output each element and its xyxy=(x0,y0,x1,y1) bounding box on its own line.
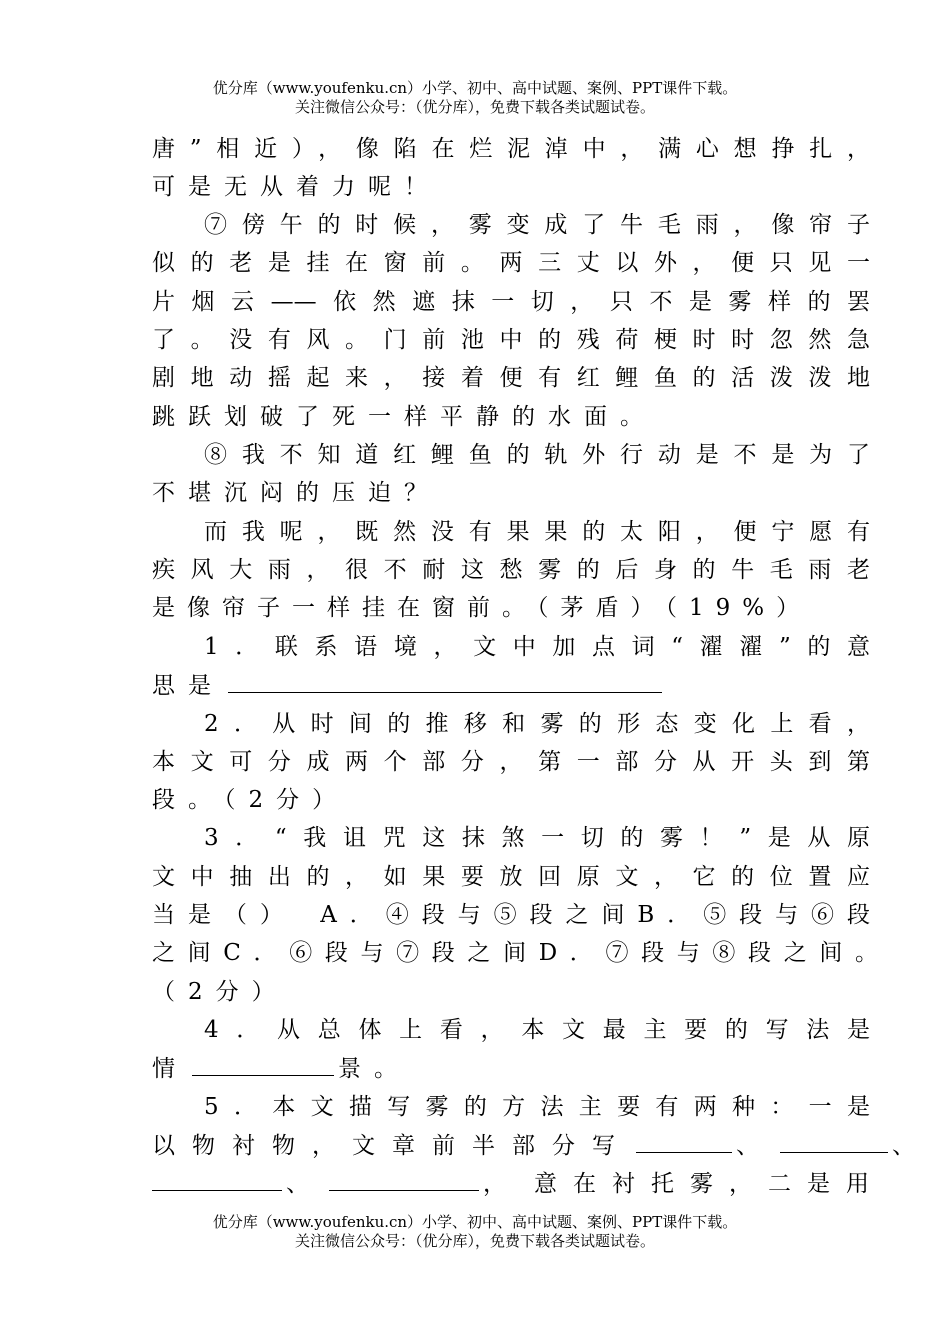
question-5-prefix: 以物衬物，文章前半部分写 xyxy=(152,1133,632,1159)
page-header xyxy=(0,79,950,117)
paragraph-7-start: ⑦傍午的时候，雾变成了牛毛雨，像帘子 xyxy=(204,212,870,238)
text-line: 是像帘子一样挂在窗前。（茅盾）（19%） xyxy=(152,595,812,621)
question-3-options-2: 之间C．⑥段与⑦段之间D．⑦段与⑧段之间。 xyxy=(152,940,878,966)
text-line: 可是无从着力呢！ xyxy=(152,174,440,200)
text-line: 跳跃划破了死一样平静的水面。 xyxy=(152,404,656,430)
question-4: 4．从总体上看，本文最主要的写法是 xyxy=(204,1017,870,1043)
paragraph-8-start: ⑧我不知道红鲤鱼的轨外行动是不是为了 xyxy=(204,442,870,468)
text-line: 似的老是挂在窗前。两三丈以外，便只见一 xyxy=(152,250,870,276)
answer-blank-1[interactable] xyxy=(228,670,662,693)
text-line: 了。没有风。门前池中的残荷梗时时忽然急 xyxy=(152,327,870,353)
question-3-line-5: （2分） xyxy=(152,979,288,1005)
page-footer xyxy=(0,1213,950,1251)
question-3-line-2: 文中抽出的，如果要放回原文，它的位置应 xyxy=(152,864,870,890)
question-3-options-1: 当是（） A．④段与⑤段之间B．⑤段与⑥段 xyxy=(152,902,870,928)
question-5-line-3 xyxy=(152,1168,885,1199)
text-line: 疾风大雨，很不耐这愁雾的后身的牛毛雨老 xyxy=(152,557,870,583)
header-line-2: 关注微信公众号：（优分库），免费下载各类试题试卷。 xyxy=(294,98,655,116)
question-4-suffix: 景。 xyxy=(338,1056,410,1082)
text-line: 剧地动摇起来，接着便有红鲤鱼的活泼泼地 xyxy=(152,365,870,391)
question-5-suffix: 意在衬托雾，二是用 xyxy=(534,1171,885,1197)
question-1-prefix: 思是 xyxy=(152,673,224,699)
question-2-line-3: 段。（2分） xyxy=(152,787,349,813)
footer-line-1: 优分库（www.youfenku.cn）小学、初中、高中试题、案例、PPT课件下载。 xyxy=(212,1213,738,1231)
separator: ， xyxy=(483,1171,522,1197)
separator: 、 xyxy=(736,1133,776,1159)
question-4-line-2 xyxy=(152,1053,870,1084)
question-4-prefix: 情 xyxy=(152,1056,188,1082)
question-5-line-2 xyxy=(152,1130,932,1161)
text-line: 片烟云——依然遮抹一切，只不是雾样的罢 xyxy=(152,289,870,315)
text-line: 唐”相近），像陷在烂泥淖中，满心想挣扎， xyxy=(152,136,870,162)
answer-blank-5b[interactable] xyxy=(780,1130,888,1153)
answer-blank-4[interactable] xyxy=(192,1053,334,1076)
paragraph-start: 而我呢，既然没有果果的太阳，便宁愿有 xyxy=(204,519,870,545)
question-2: 2．从时间的推移和雾的形态变化上看， xyxy=(204,711,870,737)
question-1-line-2 xyxy=(152,670,870,701)
question-5: 5．本文描写雾的方法主要有两种：一是 xyxy=(204,1094,870,1120)
question-2-line-2: 本文可分成两个部分，第一部分从开头到第 xyxy=(152,749,870,775)
text-line: 不堪沉闷的压迫？ xyxy=(152,480,440,506)
footer-line-2: 关注微信公众号：（优分库），免费下载各类试题试卷。 xyxy=(294,1232,655,1250)
separator: 、 xyxy=(286,1171,325,1197)
answer-blank-5a[interactable] xyxy=(636,1130,732,1153)
answer-blank-5d[interactable] xyxy=(329,1168,479,1191)
question-3: 3．“我诅咒这抹煞一切的雾！”是从原 xyxy=(204,825,870,851)
separator: 、 xyxy=(892,1133,932,1159)
answer-blank-5c[interactable] xyxy=(152,1168,282,1191)
question-1: 1．联系语境，文中加点词“濯濯”的意 xyxy=(204,634,870,660)
header-line-1: 优分库（www.youfenku.cn）小学、初中、高中试题、案例、PPT课件下载。 xyxy=(212,79,738,97)
